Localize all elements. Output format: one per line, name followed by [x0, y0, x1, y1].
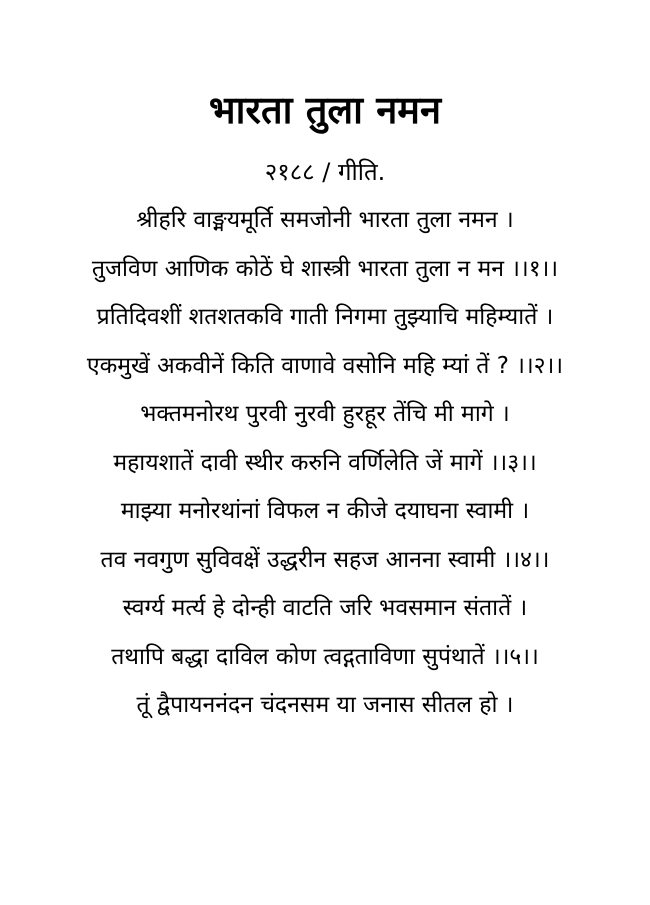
verse-list [0, 196, 650, 730]
poem-subtitle: २१८८ / गीति. [264, 158, 386, 186]
poem-title: भारता तुला नमन [208, 88, 442, 132]
verse-line: प्रतिदिवशीं शतशतकवि गाती निगमा तुझ्याचि महिम्यातें । [96, 304, 554, 330]
verse-line: तव नवगुण सुविवक्षें उद्धरीन सहज आनना स्वामी ।।४।। [100, 546, 550, 573]
verse-line: तथापि बद्धा दाविल कोण त्वद्गताविणा सुपंथातें ।।५।। [111, 643, 539, 670]
verse-line: तुजविण आणिक कोठें घे शास्त्री भारता तुला न मन ।।१।। [91, 255, 559, 282]
verse-line: श्रीहरि वाङ्मयमूर्ति समजोनी भारता तुला नमन । [136, 207, 514, 233]
verse-line: एकमुखें अकवीनें किति वाणावे वसोनि महि म्यां तें ? ।।२।। [86, 352, 564, 379]
verse-line: माझ्या मनोरथांनां विफल न कीजे दयाघना स्वामी । [120, 498, 530, 524]
verse-line: स्वर्ग्य मर्त्य हे दोन्ही वाटति जरि भवसमान संतातें । [122, 595, 528, 621]
verse-line: तूं द्वैपायननंदन चंदनसम या जनास सीतल हो । [136, 692, 514, 718]
verse-line: महायशातें दावी स्थीर करुनि वर्णिलेति जें मागें ।।३।। [113, 449, 537, 476]
verse-line: भक्तमनोरथ पुरवी नुरवी हुरहूर तेंचि मी मागे । [140, 401, 510, 427]
